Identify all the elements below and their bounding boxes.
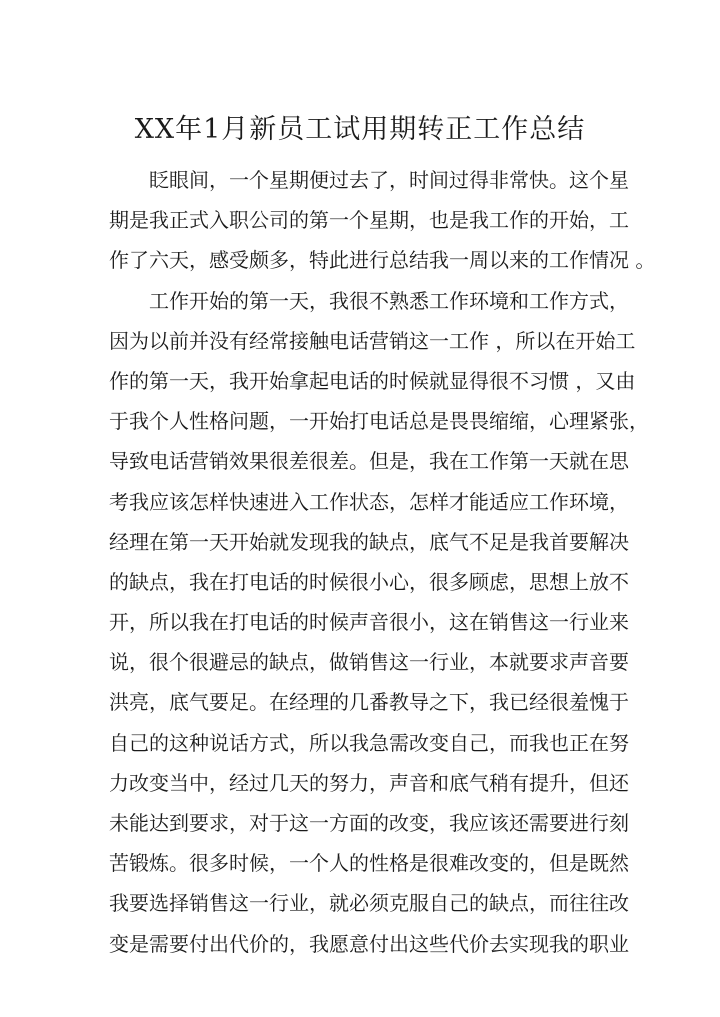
text-line: 力改变当中，经过几天的努力，声音和底气稍有提升，但还 <box>109 770 629 795</box>
text-line: 变是需要付出代价的，我愿意付出这些代价去实现我的职业 <box>109 931 629 956</box>
document-title: XX年1月新员工试用期转正工作总结 <box>134 114 586 145</box>
text-line: 开，所以我在打电话的时候声音很小，这在销售这一行业来 <box>109 610 629 635</box>
document-body <box>109 160 656 964</box>
text-line: 作了六天，感受颇多，特此进行总结我一周以来的工作情况 。 <box>109 248 656 273</box>
text-line: 导致电话营销效果很差很差。但是，我在工作第一天就在思 <box>109 449 629 474</box>
text-line: 未能达到要求，对于这一方面的改变，我应该还需要进行刻 <box>109 811 629 835</box>
text-line: 工作开始的第一天，我很不熟悉工作环境和工作方式， <box>149 288 629 313</box>
text-line: 苦锻炼。很多时候，一个人的性格是很难改变的，但是既然 <box>109 851 629 876</box>
text-line: 我要选择销售这一行业，就必须克服自己的缺点，而往往改 <box>109 891 629 916</box>
text-line: 洪亮，底气要足。在经理的几番教导之下，我已经很羞愧于 <box>109 690 629 715</box>
text-line: 因为以前并没有经常接触电话营销这一工作 ，所以在开始工 <box>109 328 636 353</box>
text-line: 眨眼间，一个星期便过去了，时间过得非常快。这个星 <box>149 168 629 192</box>
text-line: 的缺点，我在打电话的时候很小心，很多顾虑，思想上放不 <box>109 569 629 594</box>
text-line: 于我个人性格问题，一开始打电话总是畏畏缩缩，心理紧张， <box>109 409 649 434</box>
text-line: 自己的这种说话方式，所以我急需改变自己，而我也正在努 <box>109 730 629 755</box>
text-line: 作的第一天，我开始拿起电话的时候就显得很不习惯 ，又由 <box>109 368 636 393</box>
paragraph-2 <box>109 281 649 964</box>
text-line: 说，很个很避忌的缺点，做销售这一行业，本就要求声音要 <box>109 650 629 675</box>
paragraph-1 <box>109 160 656 281</box>
text-line: 期是我正式入职公司的第一个星期，也是我工作的开始，工 <box>109 208 629 233</box>
text-line: 经理在第一天开始就发现我的缺点，底气不足是我首要解决 <box>109 529 629 554</box>
text-line: 考我应该怎样快速进入工作状态，怎样才能适应工作环境， <box>109 489 629 514</box>
